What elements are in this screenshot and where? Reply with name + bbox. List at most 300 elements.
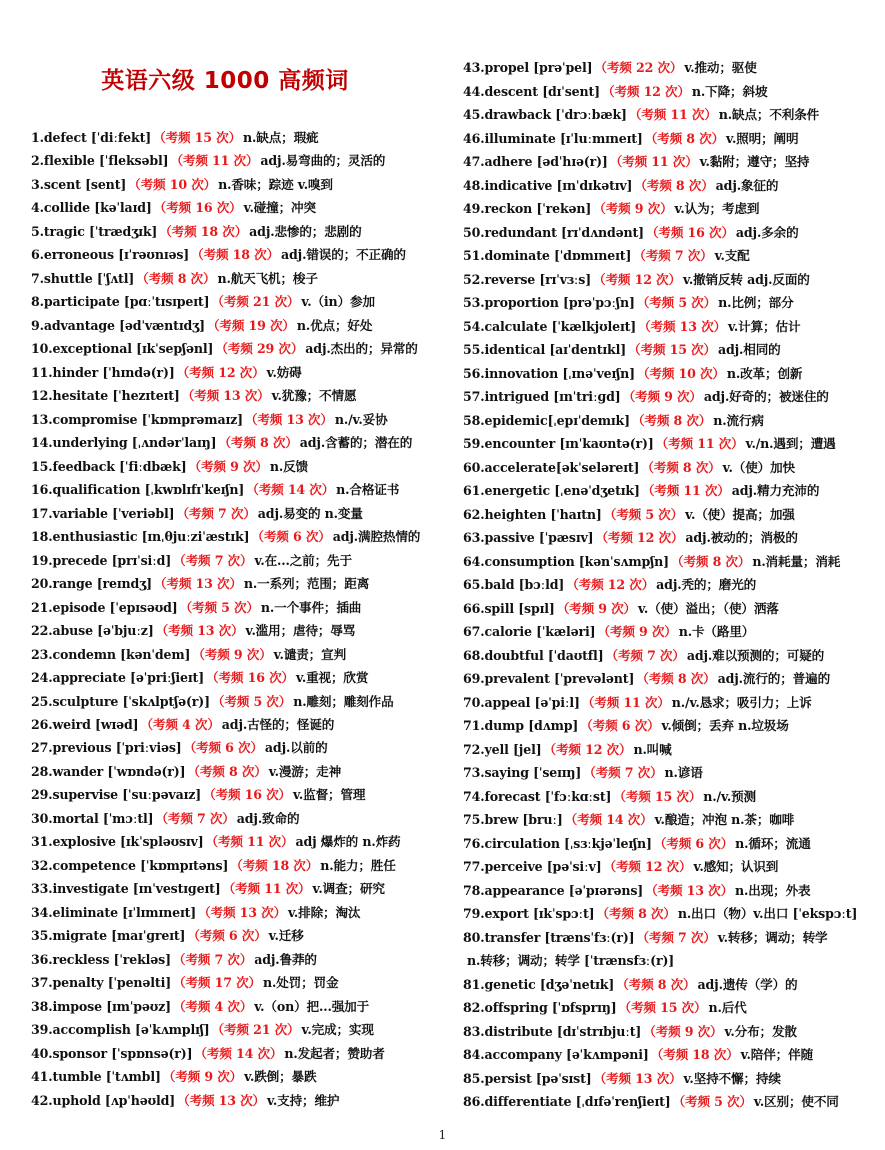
vocab-definition: v.（in）参加 [301, 294, 375, 310]
vocab-definition: n.一个事件；插曲 [260, 599, 362, 615]
vocab-definition: n.发起者；赞助者 [284, 1045, 385, 1061]
vocab-entry [463, 1094, 839, 1110]
vocab-entry [31, 224, 362, 240]
vocab-word: 42.uphold [ʌpˈhəʊld] [31, 1092, 176, 1108]
exam-frequency: （考频 8 次） [644, 130, 725, 146]
exam-frequency: （考频 14 次） [564, 812, 653, 827]
vocab-word: 34.eliminate [ɪˈlɪmɪneɪt] [31, 904, 197, 920]
exam-frequency: （考频 9 次） [162, 1069, 243, 1085]
exam-frequency: （考频 9 次） [643, 1023, 723, 1039]
vocab-entry [31, 1022, 374, 1038]
vocab-entry [463, 507, 795, 523]
vocab-word: 55.identical [aɪˈdentɪkl] [463, 342, 627, 357]
exam-frequency: （考频 14 次） [246, 482, 335, 498]
vocab-definition: n.能力；胜任 [320, 857, 396, 873]
vocab-word: 83.distribute [dɪˈstrɪbjuːt] [463, 1023, 642, 1039]
vocab-word: 4.collide [kəˈlaɪd] [31, 200, 152, 216]
exam-frequency: （考频 8 次） [631, 412, 712, 428]
vocab-definition: v.妨碍 [266, 364, 302, 380]
vocab-word: 7.shuttle [ˈʃʌtl] [31, 270, 135, 286]
vocab-entry [31, 365, 302, 381]
vocab-entry [463, 319, 800, 335]
exam-frequency: （考频 16 次） [645, 224, 734, 240]
exam-frequency: （考频 15 次） [628, 342, 716, 357]
vocab-definition: adj.杰出的；异常的 [305, 341, 418, 357]
vocab-word: 36.reckless [ˈrekləs] [31, 951, 171, 967]
vocab-word: 16.qualification [ˌkwɒlɪfɪˈkeɪʃn] [31, 482, 245, 498]
vocab-word: 6.erroneous [ɪˈrəʊnɪəs] [31, 247, 190, 263]
exam-frequency: （考频 5 次） [603, 506, 684, 522]
vocab-definition: v.谴责；宣判 [273, 646, 347, 662]
vocab-word: 61.energetic [ˌenəˈdʒetɪk] [463, 483, 640, 498]
vocab-definition: adj.古怪的；怪诞的 [221, 717, 335, 732]
exam-frequency: （考频 9 次） [597, 624, 677, 639]
vocab-definition: adj.秃的；磨光的 [656, 577, 757, 592]
vocab-entry [463, 648, 824, 664]
vocab-definition: n.出现；外表 [735, 882, 811, 898]
vocab-entry [463, 601, 779, 617]
vocab-entry [463, 389, 829, 405]
vocab-entry [31, 576, 369, 592]
vocab-word: 79.export [ɪkˈspɔːt] [463, 906, 595, 921]
vocab-word: 28.wander [ˈwɒndə(r)] [31, 763, 186, 779]
exam-frequency: （考频 12 次） [176, 364, 265, 380]
vocab-definition: n.合格证书 [336, 482, 400, 498]
vocab-definition: v.陪伴；伴随 [740, 1047, 814, 1062]
vocab-word: 35.migrate [maɪˈɡreɪt] [31, 928, 186, 944]
vocab-entry [31, 177, 333, 193]
vocab-word: 53.proportion [prəˈpɔːʃn] [463, 295, 635, 310]
exam-frequency: （考频 8 次） [187, 763, 267, 779]
vocab-word: 76.circulation [ˌsɜːkjəˈleɪʃn] [463, 835, 652, 851]
vocab-word: 60.accelerate[əkˈseləreɪt] [463, 459, 640, 475]
exam-frequency: （考频 22 次） [594, 60, 683, 75]
exam-frequency: （考频 10 次） [128, 176, 217, 192]
vocab-definition: n.缺点；瑕疵 [243, 130, 319, 145]
vocab-definition: n.卡（路里） [678, 624, 755, 639]
vocab-definition: v.酿造；冲泡 n.茶；咖啡 [654, 812, 795, 827]
exam-frequency: （考频 18 次） [191, 247, 280, 263]
vocab-word: 74.forecast [ˈfɔːkɑːst] [463, 788, 612, 804]
vocab-word: 9.advantage [ədˈvæntɪdʒ] [31, 317, 205, 333]
exam-frequency: （考频 7 次） [176, 505, 256, 521]
vocab-entry [463, 765, 703, 781]
vocab-word: 29.supervise [ˈsuːpəvaɪz] [31, 787, 202, 803]
exam-frequency: （考频 7 次） [583, 765, 663, 780]
vocab-word: 25.sculpture [ˈskʌlptʃə(r)] [31, 693, 210, 709]
vocab-definition: n.一系列；范围；距离 [243, 576, 370, 592]
vocab-word: 50.redundant [rɪˈdʌndənt] [463, 224, 644, 240]
vocab-entry [463, 342, 781, 358]
exam-frequency: （考频 15 次） [618, 1000, 707, 1015]
exam-frequency: （考频 12 次） [593, 271, 681, 287]
exam-frequency: （考频 12 次） [595, 530, 684, 545]
vocab-entry [31, 787, 365, 803]
exam-frequency: （考频 21 次） [211, 1022, 300, 1038]
exam-frequency: （考频 11 次） [628, 107, 717, 122]
vocab-definition: adj.流行的；普遍的 [717, 671, 831, 686]
exam-frequency: （考频 21 次） [211, 294, 300, 310]
vocab-entry [31, 647, 346, 663]
exam-frequency: （考频 13 次） [177, 1092, 265, 1108]
vocab-definition: v.重视；欣赏 [295, 670, 369, 686]
vocab-word: 78.appearance [əˈpɪərəns] [463, 882, 644, 898]
vocab-entry [463, 906, 857, 922]
vocab-definition: n.改革；创新 [726, 365, 803, 381]
vocab-definition: n./v.恳求；吸引力；上诉 [671, 694, 812, 710]
exam-frequency: （考频 18 次） [650, 1047, 739, 1062]
vocab-word: 86.differentiate [ˌdɪfəˈrenʃieɪt] [463, 1094, 671, 1109]
vocab-entry [463, 554, 840, 570]
exam-frequency: （考频 11 次） [655, 436, 744, 451]
vocab-word: 85.persist [pəˈsɪst] [463, 1070, 592, 1086]
vocab-word: 22.abuse [əˈbjuːz] [31, 623, 154, 639]
vocab-word: 46.illuminate [ɪˈluːmɪneɪt] [463, 130, 643, 146]
vocab-definition: v.坚持不懈；持续 [683, 1070, 781, 1086]
vocab-entry [463, 930, 827, 946]
exam-frequency: （考频 7 次） [605, 647, 685, 663]
exam-frequency: （考频 8 次） [596, 906, 676, 921]
vocab-word: 14.underlying [ˌʌndərˈlaɪŋ] [31, 435, 217, 451]
vocab-definition: v.推动；驱使 [684, 60, 757, 75]
exam-frequency: （考频 9 次） [556, 600, 636, 616]
vocab-definition: v.撤销反转 adj.反面的 [682, 271, 810, 287]
vocab-definition: v.调查；研究 [312, 881, 385, 897]
vocab-definition: adj.被动的；消极的 [685, 530, 798, 545]
exam-frequency: （考频 6 次） [183, 740, 263, 756]
vocab-entry [31, 952, 317, 968]
vocab-entry [31, 388, 356, 404]
vocab-definition: v.在...之前；先于 [254, 552, 352, 568]
exam-frequency: （考频 4 次） [140, 717, 220, 732]
exam-frequency: （考频 13 次） [593, 1070, 682, 1086]
vocab-word: 26.weird [wɪəd] [31, 717, 139, 732]
vocab-entry [463, 295, 794, 311]
vocab-word: 33.investigate [ɪnˈvestɪɡeɪt] [31, 881, 221, 897]
exam-frequency: （考频 11 次） [170, 153, 259, 169]
vocab-definition: v.漫游；走神 [268, 763, 342, 779]
vocab-definition: adj.遗传（学）的 [697, 976, 798, 992]
vocab-entry [31, 717, 334, 733]
exam-frequency: （考频 6 次） [653, 835, 734, 851]
exam-frequency: （考频 14 次） [194, 1045, 283, 1061]
vocab-entry [463, 84, 767, 100]
vocab-entry [31, 1069, 316, 1085]
exam-frequency: （考频 10 次） [636, 365, 725, 381]
vocab-entry [463, 201, 759, 217]
vocab-entry [31, 341, 418, 357]
vocab-entry [31, 271, 318, 287]
vocab-word: 49.reckon [ˈrekən] [463, 201, 592, 216]
vocab-definition: v.排除；淘汰 [288, 904, 361, 920]
vocab-definition: n.反馈 [269, 458, 308, 474]
exam-frequency: （考频 8 次） [634, 177, 714, 193]
vocab-word: 19.precede [prɪˈsiːd] [31, 552, 172, 568]
exam-frequency: （考频 8 次） [636, 671, 716, 686]
vocab-entry [31, 600, 361, 616]
vocab-word: 24.appreciate [əˈpriːʃieɪt] [31, 670, 205, 686]
vocab-definition: n.后代 [708, 1000, 747, 1015]
vocab-definition: v.犹豫；不情愿 [271, 388, 357, 404]
exam-frequency: （考频 29 次） [215, 341, 304, 357]
vocab-word: 80.transfer [trænsˈfɜː(r)] [463, 929, 635, 945]
vocab-definition: adj.象征的 [715, 177, 779, 193]
vocab-word: 21.episode [ˈepɪsəʊd] [31, 599, 178, 615]
vocab-word: 44.descent [dɪˈsent] [463, 83, 600, 99]
vocab-word: 17.variable [ˈveriəbl] [31, 505, 175, 521]
exam-frequency: （考频 12 次） [566, 577, 655, 592]
vocab-entry [463, 178, 778, 194]
vocab-definition: adj.好奇的；被迷住的 [703, 389, 829, 404]
vocab-definition: v.迁移 [268, 928, 304, 944]
vocab-entry [463, 624, 754, 640]
vocab-definition: adj.易弯曲的；灵活的 [260, 153, 386, 169]
exam-frequency: （考频 8 次） [218, 435, 298, 451]
vocab-definition: n.循环；流通 [735, 835, 811, 851]
vocab-word: 3.scent [sent] [31, 176, 127, 192]
exam-frequency: （考频 9 次） [593, 201, 673, 216]
vocab-word: 70.appeal [əˈpiːl] [463, 694, 580, 710]
vocab-word: 48.indicative [ɪnˈdɪkətɪv] [463, 177, 633, 193]
vocab-entry [463, 60, 757, 76]
vocab-definition: adj 爆炸的 n.炸药 [295, 834, 401, 850]
vocab-definition: v.照明；阐明 [726, 130, 799, 146]
vocab-word: 8.participate [pɑːˈtɪsɪpeɪt] [31, 294, 210, 310]
vocab-word: 57.intrigued [ɪnˈtriːɡd] [463, 389, 621, 404]
vocab-definition: v./n.遇到；遭遇 [745, 436, 836, 451]
vocab-entry [31, 294, 375, 310]
vocab-entry [31, 999, 369, 1015]
vocab-definition: v.完成；实现 [301, 1022, 374, 1038]
vocab-word: 52.reverse [rɪˈvɜːs] [463, 271, 592, 287]
exam-frequency: （考频 13 次） [198, 904, 287, 920]
vocab-definition: n.优点；好处 [296, 317, 373, 333]
exam-frequency: （考频 17 次） [173, 975, 261, 991]
vocab-definition: v.监督；管理 [292, 787, 366, 803]
vocab-word: 41.tumble [ˈtʌmbl] [31, 1069, 161, 1085]
vocab-word: 73.saying [ˈseɪɪŋ] [463, 765, 582, 780]
vocab-entry [463, 883, 811, 899]
vocab-entry [463, 695, 812, 711]
vocab-definition: v.碰撞；冲突 [243, 200, 316, 216]
exam-frequency: （考频 18 次） [159, 223, 248, 239]
vocab-entry [31, 200, 316, 216]
exam-frequency: （考频 11 次） [581, 694, 670, 710]
vocab-entry [463, 1047, 813, 1063]
vocab-definition: v.计算；估计 [728, 318, 801, 334]
vocab-entry [463, 225, 799, 241]
vocab-entry [463, 977, 798, 993]
vocab-entry [463, 436, 836, 452]
vocab-word: 66.spill [spɪl] [463, 600, 555, 616]
exam-frequency: （考频 6 次） [580, 718, 660, 733]
vocab-entry [31, 482, 399, 498]
vocab-word: 51.dominate [ˈdɒmɪneɪt] [463, 248, 632, 263]
exam-frequency: （考频 11 次） [205, 834, 294, 850]
vocab-definition: n./v.妥协 [334, 411, 388, 427]
vocab-definition: v.倾倒；丢弃 n.垃圾场 [661, 718, 789, 733]
vocab-entry [463, 789, 756, 805]
vocab-entry [463, 1000, 747, 1016]
vocab-word: 5.tragic [ˈtrædʒɪk] [31, 223, 158, 239]
vocab-entry [463, 812, 794, 828]
vocab-entry [463, 953, 674, 969]
vocab-word: 54.calculate [ˈkælkjʊleɪt] [463, 318, 637, 334]
vocab-entry [463, 742, 672, 758]
vocab-word: 81.genetic [dʒəˈnetɪk] [463, 976, 615, 992]
exam-frequency: （考频 6 次） [251, 529, 331, 545]
vocab-word: 13.compromise [ˈkɒmprəmaɪz] [31, 411, 243, 427]
vocab-definition: n./v.预测 [703, 788, 756, 804]
vocab-entry [463, 248, 750, 264]
vocab-entry [463, 530, 798, 546]
vocab-word: 40.sponsor [ˈspɒnsə(r)] [31, 1045, 193, 1061]
exam-frequency: （考频 8 次） [671, 553, 751, 569]
vocab-word: 68.doubtful [ˈdaʊtfl] [463, 647, 604, 663]
exam-frequency: （考频 11 次） [641, 483, 730, 498]
vocab-entry [463, 718, 789, 734]
exam-frequency: （考频 12 次） [602, 83, 690, 99]
vocab-word: 64.consumption [kənˈsʌmpʃn] [463, 553, 669, 569]
page-number: 1 [438, 1128, 447, 1142]
vocab-word: 27.previous [ˈpriːviəs] [31, 740, 182, 756]
exam-frequency: （考频 4 次） [172, 998, 253, 1014]
vocab-definition: adj.易变的 n.变量 [257, 505, 363, 521]
vocab-entry [463, 1071, 781, 1087]
vocab-word: 10.exceptional [ɪkˈsepʃənl] [31, 341, 214, 357]
vocab-word: 11.hinder [ˈhɪndə(r)] [31, 364, 175, 380]
vocab-word: 38.impose [ɪmˈpəʊz] [31, 998, 171, 1014]
vocab-word: 71.dump [dʌmp] [463, 718, 579, 733]
vocab-word: 77.perceive [pəˈsiːv] [463, 859, 602, 874]
vocab-word: 45.drawback [ˈdrɔːbæk] [463, 107, 627, 122]
vocab-entry [31, 553, 352, 569]
vocab-entry [463, 154, 809, 170]
vocab-definition: n.缺点；不利条件 [718, 107, 820, 122]
vocab-word: 43.propel [prəˈpel] [463, 60, 593, 75]
exam-frequency: （考频 5 次） [672, 1094, 752, 1109]
vocab-entry [463, 460, 795, 476]
vocab-definition: n.航天飞机；梭子 [217, 270, 318, 286]
vocab-word: 37.penalty [ˈpenəlti] [31, 975, 172, 991]
vocab-entry [31, 529, 420, 545]
vocab-word: 82.offspring [ˈɒfsprɪŋ] [463, 1000, 617, 1015]
vocab-definition: adj.满腔热情的 [332, 529, 421, 545]
exam-frequency: （考频 13 次） [645, 882, 734, 898]
vocab-word: 84.accompany [əˈkʌmpəni] [463, 1047, 649, 1062]
vocab-entry [31, 247, 406, 263]
exam-frequency: （考频 7 次） [155, 810, 235, 826]
vocab-entry [31, 811, 299, 827]
vocab-definition: n.出口（物）v.出口 [ˈekspɔːt] [677, 906, 858, 921]
vocab-entry [31, 623, 355, 639]
vocab-definition: adj.致命的 [236, 810, 300, 826]
vocab-word: 59.encounter [ɪnˈkaʊntə(r)] [463, 436, 654, 451]
vocab-word: 72.yell [jel] [463, 741, 542, 757]
vocab-definition: adj.难以预测的；可疑的 [686, 647, 825, 663]
vocab-word: 1.defect [ˈdiːfekt] [31, 130, 152, 145]
exam-frequency: （考频 8 次） [136, 270, 216, 286]
vocab-definition: v.跌倒；暴跌 [244, 1069, 317, 1085]
vocab-definition: adj.错误的；不正确的 [281, 247, 406, 263]
vocab-definition: n.处罚；罚金 [262, 975, 339, 991]
vocab-entry [463, 859, 778, 875]
vocab-entry [463, 577, 756, 593]
exam-frequency: （考频 5 次） [636, 295, 717, 310]
vocab-entry [31, 975, 338, 991]
exam-frequency: （考频 7 次） [173, 552, 253, 568]
exam-frequency: （考频 13 次） [155, 623, 244, 639]
vocab-entry [463, 1024, 797, 1040]
vocab-word: 56.innovation [ˌɪnəˈveɪʃn] [463, 365, 635, 381]
exam-frequency: （考频 15 次） [153, 130, 242, 145]
vocab-definition: adj.以前的 [264, 740, 328, 756]
vocab-word: 23.condemn [kənˈdem] [31, 646, 191, 662]
exam-frequency: （考频 16 次） [206, 670, 294, 686]
vocab-definition: adj.多余的 [735, 224, 799, 240]
exam-frequency: （考频 13 次） [181, 388, 270, 404]
vocab-entry [31, 764, 341, 780]
vocab-definition: v.（使）溢出；（使）洒落 [638, 600, 779, 616]
vocab-definition: n.消耗量；消耗 [752, 553, 841, 569]
vocab-word: 20.range [reɪndʒ] [31, 576, 152, 592]
vocab-entry [463, 272, 810, 288]
document-title: 英语六级 1000 高频词 [101, 68, 349, 94]
exam-frequency: （考频 19 次） [206, 317, 295, 333]
vocab-definition: n.比例；部分 [718, 295, 794, 310]
vocab-word: 12.hesitate [ˈhezɪteɪt] [31, 388, 180, 404]
vocab-definition: adj.悲惨的；悲剧的 [249, 223, 362, 239]
vocab-definition: n.流行病 [713, 412, 764, 428]
vocab-word: 31.explosive [ɪkˈspləʊsɪv] [31, 834, 204, 850]
vocab-definition: n.下降；斜坡 [691, 83, 768, 99]
vocab-entry [463, 107, 819, 123]
vocab-entry [31, 670, 368, 686]
vocab-definition: adj.鲁莽的 [254, 951, 317, 967]
exam-frequency: （考频 6 次） [187, 928, 267, 944]
vocab-word: 62.heighten [ˈhaɪtn] [463, 506, 602, 522]
exam-frequency: （考频 9 次） [188, 458, 268, 474]
vocab-entry [31, 435, 412, 451]
vocab-entry [31, 1046, 385, 1062]
vocab-entry [31, 858, 396, 874]
vocab-definition: v.（使）加快 [722, 459, 795, 475]
vocab-definition: v.（使）提高；加强 [685, 506, 795, 522]
vocab-definition: v.区别；使不同 [753, 1094, 839, 1109]
exam-frequency: （考频 8 次） [616, 976, 696, 992]
vocab-entry [463, 483, 819, 499]
exam-frequency: （考频 13 次） [638, 318, 727, 334]
vocab-entry [31, 318, 372, 334]
vocab-entry [31, 834, 400, 850]
vocab-entry [31, 928, 304, 944]
exam-frequency: （考频 9 次） [622, 389, 702, 404]
vocab-word: 39.accomplish [əˈkʌmplɪʃ] [31, 1022, 210, 1038]
vocab-entry [31, 905, 360, 921]
vocab-definition: n.雕刻；雕刻作品 [293, 693, 394, 709]
exam-frequency: （考频 7 次） [633, 248, 713, 263]
vocab-entry [31, 881, 385, 897]
exam-frequency: （考频 5 次） [179, 599, 259, 615]
vocab-entry [31, 153, 385, 169]
vocab-word: 18.enthusiastic [ɪnˌθjuːziˈæstɪk] [31, 529, 250, 545]
vocab-entry [31, 506, 363, 522]
vocab-definition: adj.含蓄的；潜在的 [299, 435, 413, 451]
vocab-word: 47.adhere [ədˈhɪə(r)] [463, 154, 608, 169]
vocab-definition: v.分布；发散 [724, 1023, 797, 1039]
vocab-definition: n.叫喊 [633, 741, 672, 757]
vocab-entry [463, 413, 764, 429]
